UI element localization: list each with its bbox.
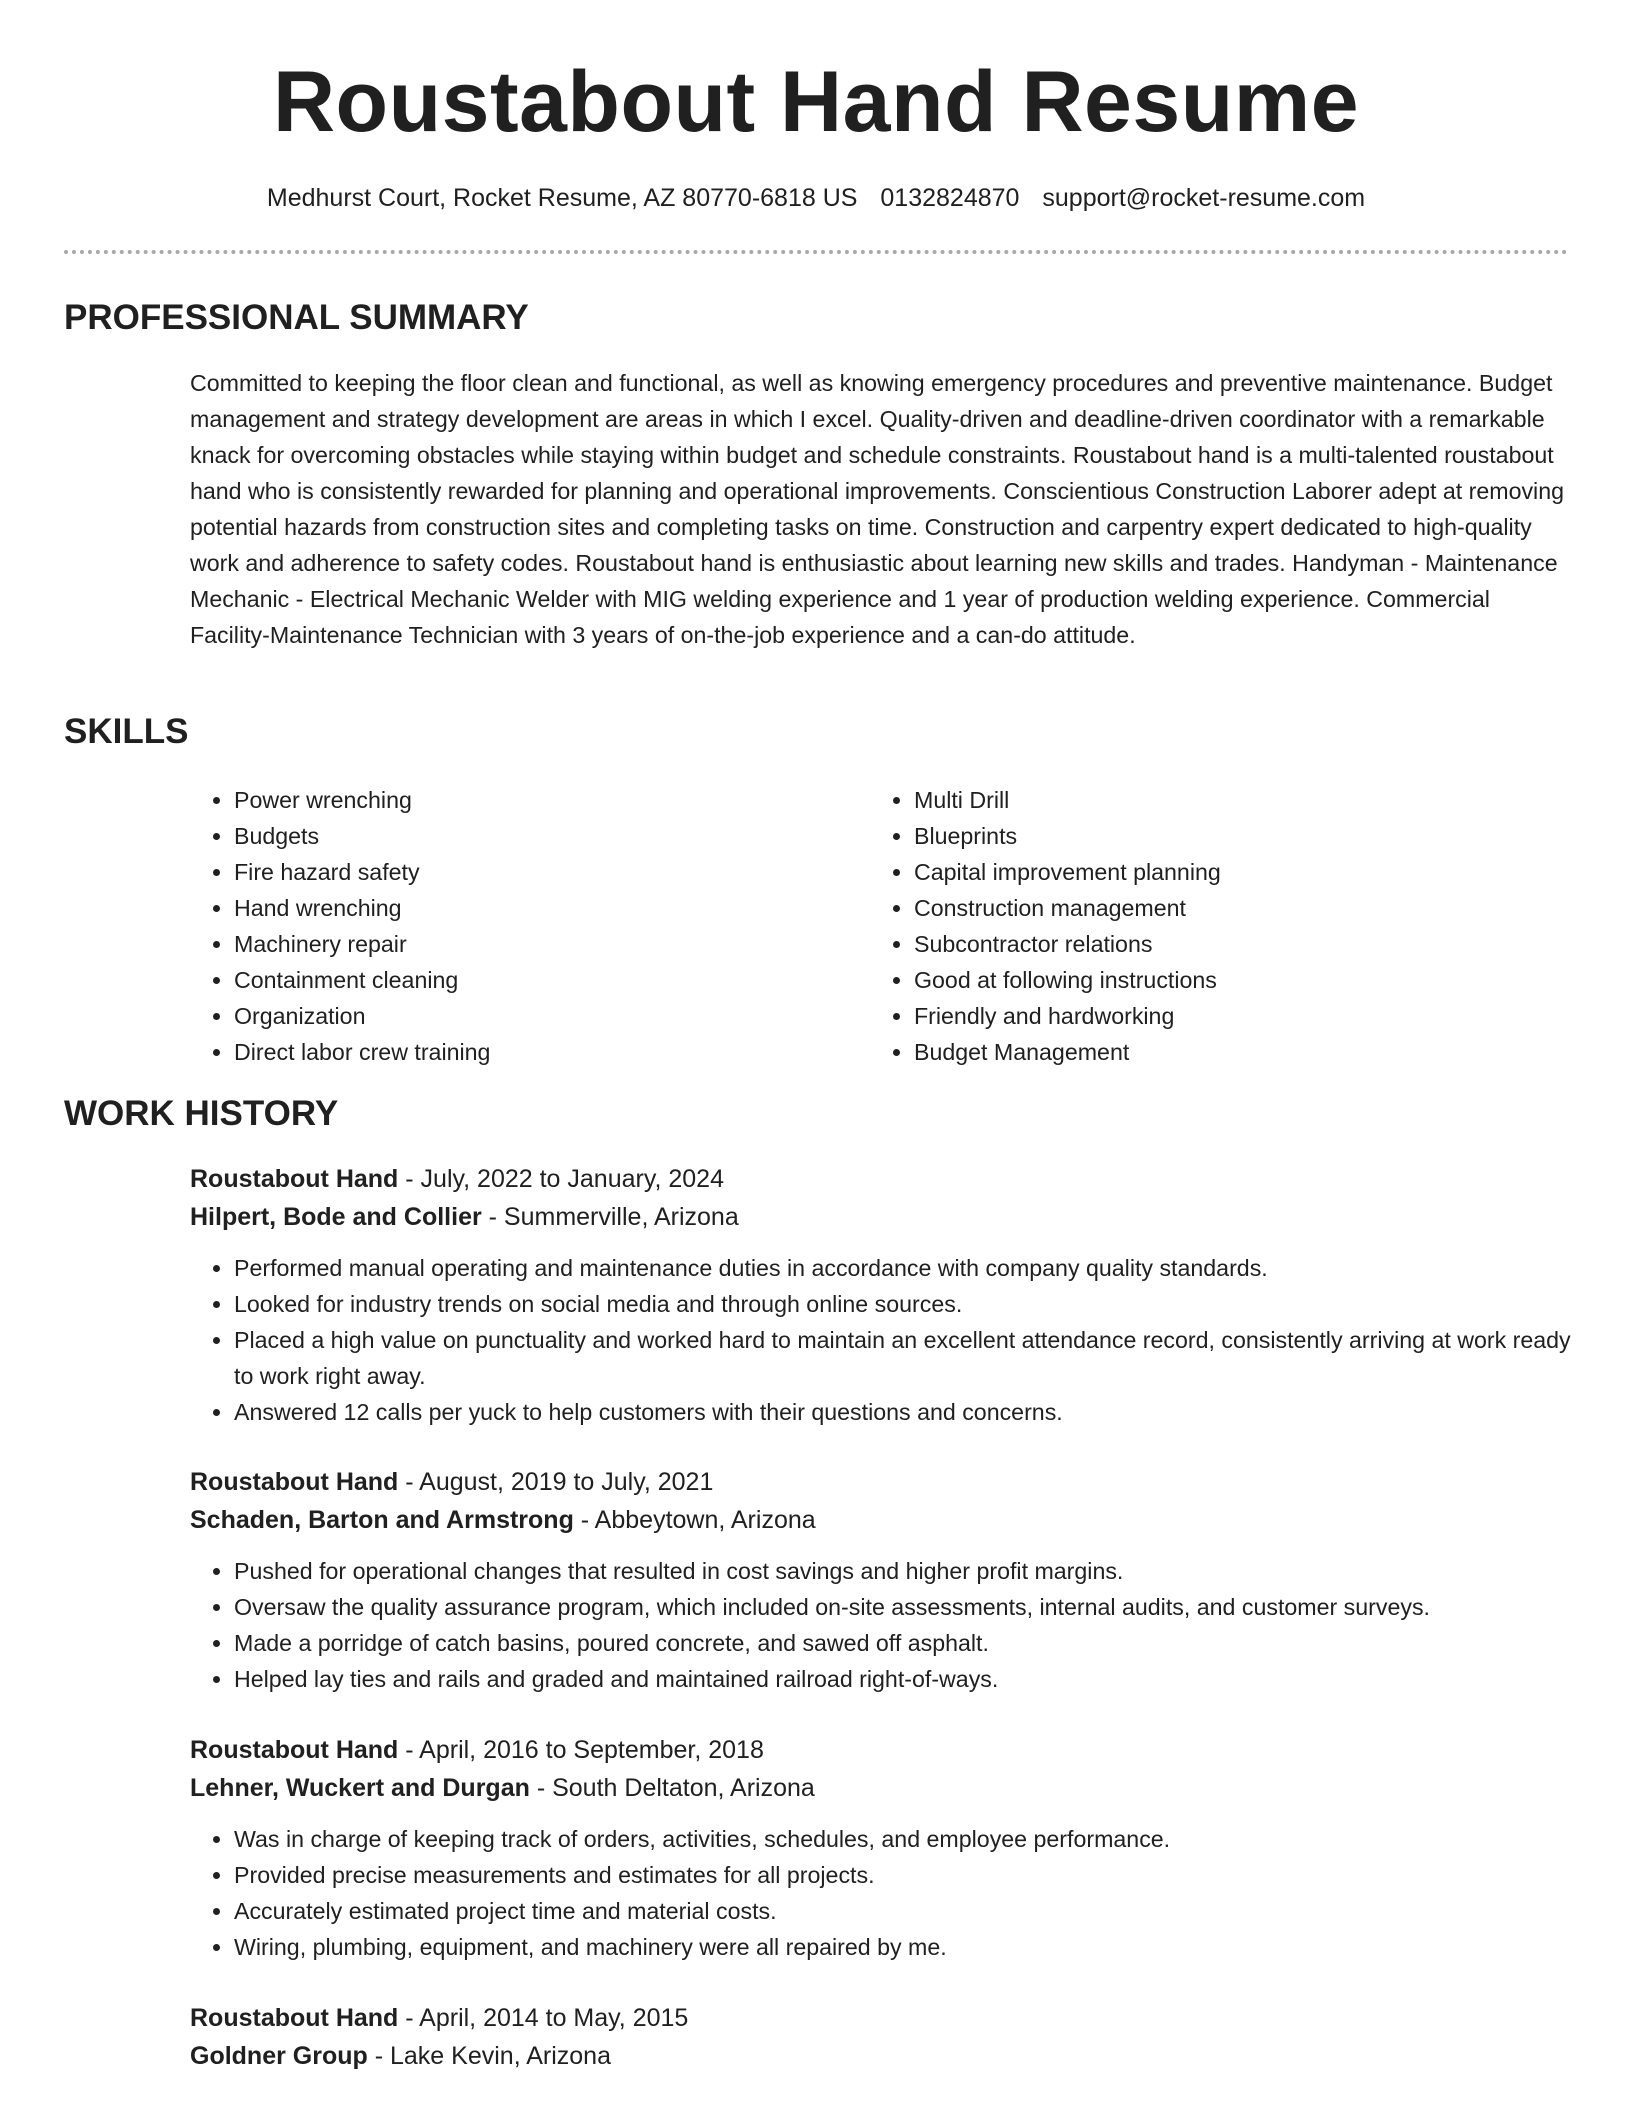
job-dates: - April, 2014 to May, 2015 [398, 2004, 689, 2032]
job-bullets [190, 1821, 1572, 1965]
job-bullets [190, 1553, 1572, 1697]
job-entry [190, 1463, 1572, 1697]
job-company: Goldner Group [190, 2042, 368, 2070]
job-role: Roustabout Hand [190, 1468, 399, 1496]
skill-item: • Containment cleaning [234, 962, 874, 998]
skill-item: • Budgets [234, 818, 874, 854]
job-company: Schaden, Barton and Armstrong [190, 1506, 574, 1534]
skills-column-left [190, 782, 874, 1070]
job-entry [190, 1160, 1572, 1430]
job-location: - Lake Kevin, Arizona [367, 2042, 611, 2070]
summary-text: Committed to keeping the floor clean and functional, as well as knowing emergency procedures and preventive maintenance. Budget management and strategy development are areas in which I excel. Quality-driven and deadline-driven coordinator with a remarkable knack for overcoming obstacles while staying within budget and schedule constraints. Roustabout hand is a multi-talented roustabout hand who is consistently rewarded for planning and operational improvements. Conscientious Construction Laborer adept at removing potential hazards from construction sites and completing tasks on time. Construction and carpentry expert dedicated to high-quality work and adherence to safety codes. Roustabout hand is enthusiastic about learning new skills and trades. Handyman - Maintenance Mechanic - Electrical Mechanic Welder with MIG welding experience and 1 year of production welding experience. Commercial Facility-Maintenance Technician with 3 years of on-the-job experience and a can-do attitude. [190, 370, 1564, 648]
skill-item: • Hand wrenching [234, 890, 874, 926]
job-bullet: • Was in charge of keeping track of orders, activities, schedules, and employee performance. [234, 1821, 1572, 1857]
job-company-line [190, 1769, 1572, 1807]
skill-item: • Good at following instructions [914, 962, 1554, 998]
job-title-line [190, 1999, 1572, 2037]
job-title-line [190, 1463, 1572, 1501]
job-dates: - August, 2019 to July, 2021 [398, 1468, 714, 1496]
work-history-heading: WORK HISTORY [64, 1094, 339, 1133]
job-role: Roustabout Hand [190, 2004, 399, 2032]
skills-heading: SKILLS [64, 712, 189, 751]
job-bullet: • Performed manual operating and maintenance duties in accordance with company quality standards. [234, 1250, 1572, 1286]
job-company-line [190, 2037, 1572, 2075]
job-bullets [190, 1250, 1572, 1430]
resume-title: Roustabout Hand Resume [272, 54, 1360, 150]
skill-item: • Organization [234, 998, 874, 1034]
job-bullet: • Pushed for operational changes that resulted in cost savings and higher profit margins. [234, 1553, 1572, 1589]
summary-heading: PROFESSIONAL SUMMARY [64, 298, 529, 337]
skill-item: • Machinery repair [234, 926, 874, 962]
job-bullet: • Provided precise measurements and estimates for all projects. [234, 1857, 1572, 1893]
job-company-line [190, 1501, 1572, 1539]
skill-item: • Construction management [914, 890, 1554, 926]
job-bullet: • Helped lay ties and rails and graded and maintained railroad right-of-ways. [234, 1661, 1572, 1697]
job-dates: - July, 2022 to January, 2024 [398, 1165, 724, 1193]
skill-item: • Multi Drill [914, 782, 1554, 818]
job-bullet: • Placed a high value on punctuality and worked hard to maintain an excellent attendance record, consistently arriving at work ready to work right away. [234, 1322, 1572, 1394]
job-entry [190, 1731, 1572, 1965]
job-location: - Abbeytown, Arizona [573, 1506, 816, 1534]
job-bullet: • Made a porridge of catch basins, poured concrete, and sawed off asphalt. [234, 1625, 1572, 1661]
job-company-line [190, 1198, 1572, 1236]
contact-line [0, 180, 1632, 216]
job-title-line [190, 1160, 1572, 1198]
job-title-line [190, 1731, 1572, 1769]
job-bullet: • Accurately estimated project time and material costs. [234, 1893, 1572, 1929]
job-role: Roustabout Hand [190, 1165, 399, 1193]
job-role: Roustabout Hand [190, 1736, 399, 1764]
skill-item: • Power wrenching [234, 782, 874, 818]
header-divider [64, 250, 1568, 254]
job-location: - South Deltaton, Arizona [529, 1774, 815, 1802]
contact-address: Medhurst Court, Rocket Resume, AZ 80770-6818 US [266, 184, 858, 212]
job-bullet: • Oversaw the quality assurance program, which included on-site assessments, internal audits, and customer surveys. [234, 1589, 1572, 1625]
skill-item: • Blueprints [914, 818, 1554, 854]
job-company: Hilpert, Bode and Collier [190, 1203, 482, 1231]
skill-item: • Subcontractor relations [914, 926, 1554, 962]
job-bullet: • Looked for industry trends on social media and through online sources. [234, 1286, 1572, 1322]
job-entry [190, 1999, 1572, 2075]
skill-item: • Fire hazard safety [234, 854, 874, 890]
skill-item: • Budget Management [914, 1034, 1554, 1070]
job-location: - Summerville, Arizona [481, 1203, 739, 1231]
skills-column-right [870, 782, 1554, 1070]
skill-item: • Friendly and hardworking [914, 998, 1554, 1034]
job-bullet: • Wiring, plumbing, equipment, and machinery were all repaired by me. [234, 1929, 1572, 1965]
skill-item: • Direct labor crew training [234, 1034, 874, 1070]
job-company: Lehner, Wuckert and Durgan [190, 1774, 530, 1802]
contact-email[interactable]: support@rocket-resume.com [1042, 184, 1366, 212]
contact-phone: 0132824870 [880, 184, 1020, 212]
job-dates: - April, 2016 to September, 2018 [398, 1736, 764, 1764]
job-bullet: • Answered 12 calls per yuck to help customers with their questions and concerns. [234, 1394, 1572, 1430]
skill-item: • Capital improvement planning [914, 854, 1554, 890]
